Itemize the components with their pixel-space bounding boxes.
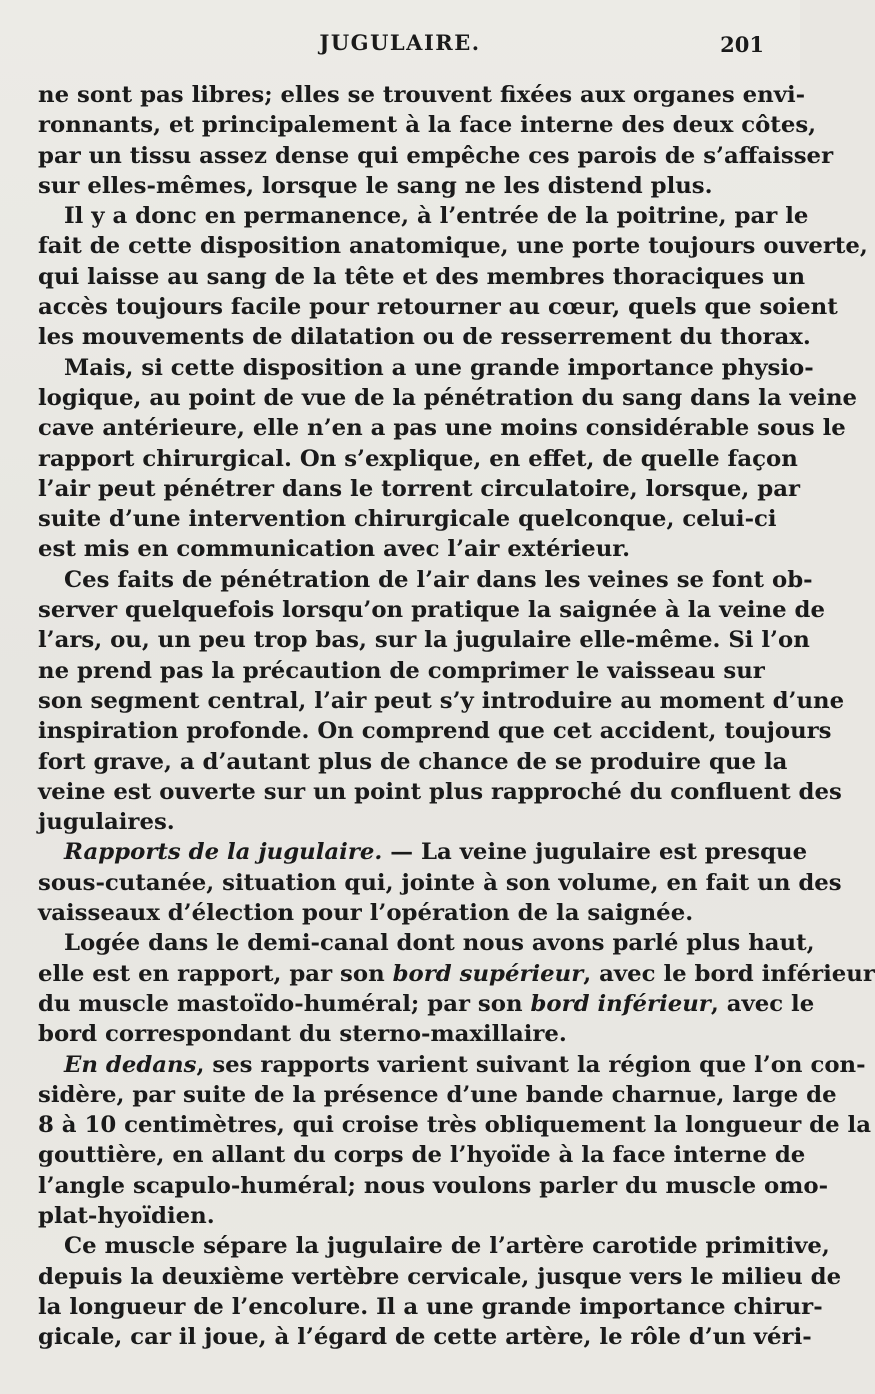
text-line: ne prend pas la précaution de comprimer le vaisseau sur	[38, 657, 765, 684]
text-line: plat-hyoïdien.	[38, 1202, 215, 1229]
text-line: la longueur de l’encolure. Il a une grande importance chirur-	[38, 1293, 823, 1320]
text-line: ronnants, et principalement à la face interne des deux côtes,	[38, 112, 817, 139]
text-line: gicale, car il joue, à l’égard de cette artère, le rôle d’un véri-	[38, 1324, 812, 1351]
text-line: Ces faits de pénétration de l’air dans les veines se font ob-	[64, 566, 813, 593]
text-line: du muscle mastoïdo-huméral; par son bord inférieur, avec le	[38, 990, 815, 1017]
text-line: fort grave, a d’autant plus de chance de se produire que la	[38, 748, 788, 775]
text-line: rapport chirurgical. On s’explique, en effet, de quelle façon	[38, 445, 798, 472]
text-line: sous-cutanée, situation qui, jointe à son volume, en fait un des	[38, 869, 842, 896]
text-line: son segment central, l’air peut s’y introduire au moment d’une	[38, 687, 845, 714]
text-line: est mis en communication avec l’air extérieur.	[38, 536, 631, 563]
text-line: Rapports de la jugulaire. — La veine jugulaire est presque	[64, 839, 808, 866]
text-line: Ce muscle sépare la jugulaire de l’artère carotide primitive,	[64, 1233, 830, 1260]
text-line: suite d’une intervention chirurgicale quelconque, celui-ci	[38, 506, 777, 533]
text-line: fait de cette disposition anatomique, une porte toujours ouverte,	[38, 233, 868, 260]
text-line: vaisseaux d’élection pour l’opération de la saignée.	[38, 900, 694, 927]
text-line: les mouvements de dilatation ou de resserrement du thorax.	[38, 324, 811, 351]
text-line: cave antérieure, elle n’en a pas une moins considérable sous le	[38, 415, 846, 442]
text-line: Il y a donc en permanence, à l’entrée de la poitrine, par le	[64, 203, 809, 230]
page-header	[0, 30, 800, 64]
text-line: qui laisse au sang de la tête et des membres thoraciques un	[38, 263, 806, 290]
page-number: 201	[720, 32, 764, 57]
text-line: inspiration profonde. On comprend que cet accident, toujours	[38, 718, 832, 745]
text-line: logique, au point de vue de la pénétration du sang dans la veine	[38, 384, 858, 411]
text-line: sur elles-mêmes, lorsque le sang ne les distend plus.	[38, 172, 713, 199]
running-title: JUGULAIRE.	[319, 30, 481, 55]
text-line: par un tissu assez dense qui empêche ces parois de s’affaisser	[38, 142, 834, 169]
text-line: elle est en rapport, par son bord supérieur, avec le bord inférieur	[38, 960, 875, 987]
text-line: ne sont pas libres; elles se trouvent fixées aux organes envi-	[38, 82, 806, 108]
text-line: accès toujours facile pour retourner au cœur, quels que soient	[38, 294, 838, 321]
text-line: l’ars, ou, un peu trop bas, sur la jugulaire elle-même. Si l’on	[38, 627, 810, 654]
text-line: depuis la deuxième vertèbre cervicale, jusque vers le milieu de	[38, 1263, 842, 1290]
text-line: veine est ouverte sur un point plus rapproché du confluent des	[38, 778, 842, 805]
text-line: Mais, si cette disposition a une grande importance physio-	[64, 354, 814, 381]
text-line: jugulaires.	[38, 809, 175, 836]
text-line: bord correspondant du sterno-maxillaire.	[38, 1021, 567, 1048]
text-line: En dedans, ses rapports varient suivant la région que l’on con-	[64, 1051, 866, 1078]
section-heading: Rapports de la jugulaire.	[64, 839, 383, 866]
text-line: sidère, par suite de la présence d’une bande charnue, large de	[38, 1081, 837, 1108]
text-line: l’air peut pénétrer dans le torrent circulatoire, lorsque, par	[38, 475, 800, 502]
text-line: Logée dans le demi-canal dont nous avons parlé plus haut,	[64, 930, 815, 957]
text-line: l’angle scapulo-huméral; nous voulons parler du muscle omo-	[38, 1172, 829, 1199]
text-line: server quelquefois lorsqu’on pratique la saignée à la veine de	[38, 597, 825, 624]
text-line: gouttière, en allant du corps de l’hyoïde à la face interne de	[38, 1142, 806, 1169]
body-text	[38, 80, 875, 1352]
text-line: 8 à 10 centimètres, qui croise très obliquement la longueur de la	[38, 1112, 871, 1139]
